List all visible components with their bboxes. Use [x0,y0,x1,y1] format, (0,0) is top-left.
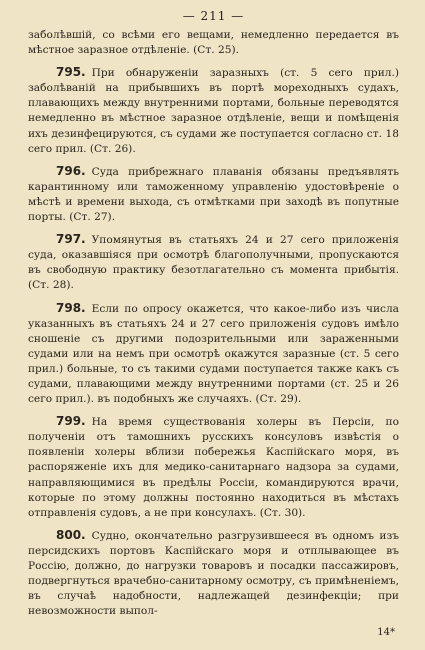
article-797 [28,232,399,293]
article-number: 796. [56,163,86,178]
article-796 [28,164,399,225]
article-number: 800. [56,527,86,542]
article-text: Судно, окончательно разгрузившееся въ одномъ изъ персидскихъ портовъ Каспійскаго моря и отплывающее въ Россію, должно, до нагрузки товаровъ и посадки пассажировъ, подвергнуться врачебно-санитарному осмотру, съ примѣненіемъ, въ случаѣ надобности, надлежащей дезинфекціи; при невозможности выпол- [28,529,399,618]
printer-signature-mark: 14* [377,627,395,638]
article-number: 799. [56,414,86,429]
article-text: Если по опросу окажется, что какое-либо изъ числа указанныхъ въ статьяхъ 24 и 27 сего приложенія судовъ имѣло сношеніе съ другими подозрительными или зараженными судами или на немъ при осмотрѣ окажутся заразные (ст. 5 сего прил.) больные, то съ такими судами поступается также какъ съ судами, плавающими между внутренними портами (ст. 25 и 26 сего прил.). въ подобныхъ же случаяхъ. (Ст. 29). [28,302,399,406]
article-text: При обнаруженіи заразныхъ (ст. 5 сего прил.) заболѣваній на прибывшихъ въ портѣ мореходныхъ судахъ, плавающихъ между внутренними портами, больные переводятся немедленно въ мѣстное заразное отдѣленіе, вещи и помѣщенія ихъ дезинфецируются, съ судами же поступается согласно ст. 18 сего прил. (Ст. 26). [28,67,399,155]
article-text: Упомянутыя въ статьяхъ 24 и 27 сего приложенія суда, оказавшіяся при осмотрѣ благополучными, пропускаются въ свободную практику безотлагательно съ момента прибытія. (Ст. 28). [28,234,399,292]
article-798 [28,301,399,408]
article-795 [28,65,399,157]
article-text: Суда прибрежнаго плаванія обязаны предъявлять карантинному или таможенному управленію удостовѣреніе о мѣстѣ и времени выхода, съ отмѣтками при заходѣ въ попутные порты. (Ст. 27). [28,165,399,224]
article-number: 797. [56,232,86,247]
article-800 [28,528,399,620]
article-text: На время существованія холеры въ Персіи, по полученіи отъ тамошнихъ русскихъ консуловъ извѣстія о появленіи холеры вблизи побережья Каспійскаго моря, въ распоряженіе ихъ для медико-санитарнаго надзора за судами, направляющимися въ предѣлы Россіи, командируются врачи, которые по этому должны постоянно находиться въ мѣстахъ отправленія судовъ, а не при консулахъ. (Ст. 30). [28,416,399,519]
article-number: 798. [56,300,86,315]
article-number: 795. [56,65,86,80]
article-799 [28,414,399,521]
page-number-header: — 211 — [182,9,245,23]
article-continuation [28,28,399,58]
article-text: заболѣвшій, со всѣми его вещами, немедленно передается въ мѣстное заразное отдѣленіе. (Ст. 25). [28,29,399,57]
